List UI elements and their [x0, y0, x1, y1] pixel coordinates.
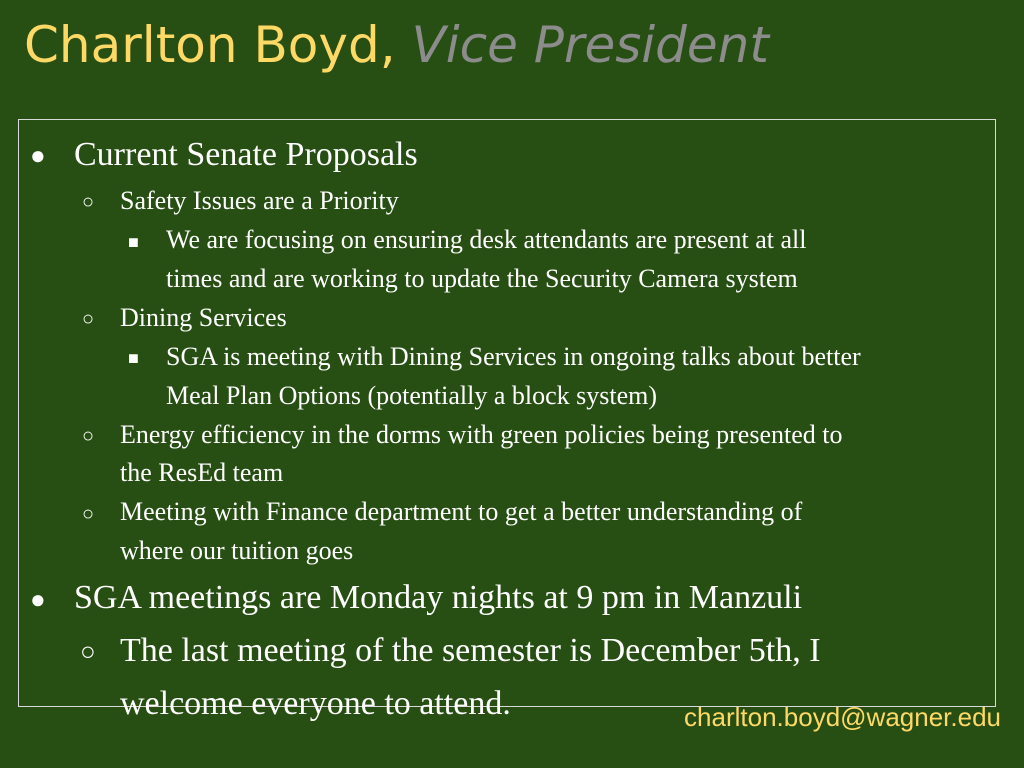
sub-last-meeting-line-1: The last meeting of the semester is December 5th, I — [120, 632, 821, 669]
circle-bullet-icon: ○ — [82, 308, 95, 330]
detail-dining-line-1: SGA is meeting with Dining Services in ongoing talks about better — [166, 342, 861, 371]
email-text: charlton.boyd@wagner.edu — [684, 702, 1001, 732]
bullet-sga-meetings: SGA meetings are Monday nights at 9 pm in Manzuli — [74, 579, 803, 616]
sub-energy-line-2: the ResEd team — [120, 458, 284, 487]
sub-finance-line-2: where our tuition goes — [120, 536, 354, 565]
sub-safety-issues: Safety Issues are a Priority — [120, 186, 399, 215]
square-bullet-icon: ■ — [128, 232, 139, 252]
sub-dining-services: Dining Services — [120, 303, 287, 332]
bullet-current-senate-proposals: Current Senate Proposals — [74, 136, 418, 173]
detail-safety-line-1: We are focusing on ensuring desk attendants are present at all — [166, 225, 807, 254]
slide-title — [24, 10, 769, 80]
title-role: Vice President — [411, 16, 769, 74]
disc-bullet-icon: ● — [30, 141, 46, 170]
square-bullet-icon: ■ — [128, 348, 139, 368]
circle-bullet-icon: ○ — [82, 503, 95, 525]
sub-energy-line-1: Energy efficiency in the dorms with green policies being presented to — [120, 420, 843, 449]
circle-bullet-icon: ○ — [82, 191, 95, 213]
circle-bullet-icon: ○ — [82, 425, 95, 447]
sub-finance-line-1: Meeting with Finance department to get a better understanding of — [120, 497, 803, 526]
detail-safety-line-2: times and are working to update the Security Camera system — [166, 264, 798, 293]
detail-dining-line-2: Meal Plan Options (potentially a block system) — [166, 381, 658, 410]
circle-bullet-icon: ○ — [80, 637, 96, 666]
title-name: Charlton Boyd, — [24, 16, 396, 74]
disc-bullet-icon: ● — [30, 585, 46, 614]
sub-last-meeting-line-2: welcome everyone to attend. — [120, 685, 511, 722]
